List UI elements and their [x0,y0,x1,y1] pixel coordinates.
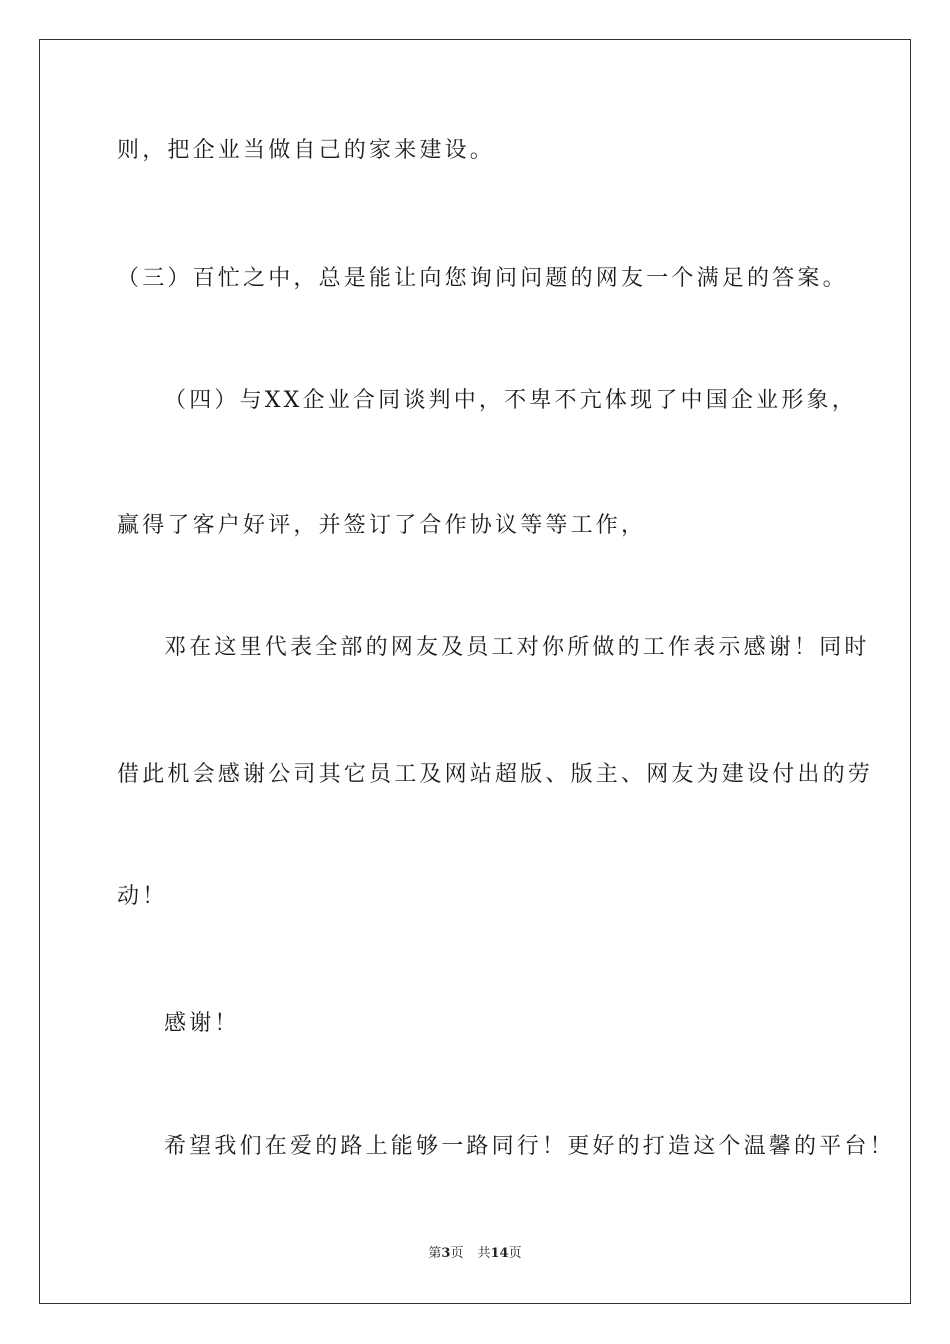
paragraph-line-4: 赢得了客户好评，并签订了合作协议等等工作， [117,513,647,538]
total-pages: 14 [490,1246,509,1261]
paragraph-line-5: 邓在这里代表全部的网友及员工对你所做的工作表示感谢！同时 [164,635,870,660]
paragraph-line-7: 动！ [117,884,168,909]
paragraph-line-3: （四）与XX企业合同谈判中，不卑不亢体现了中国企业形象， [164,388,857,413]
paragraph-line-8: 感谢！ [164,1011,240,1036]
page-prefix: 第 [428,1246,442,1261]
paragraph-line-6: 借此机会感谢公司其它员工及网站超版、版主、网友为建设付出的劳 [117,762,874,787]
paragraph-line-1: 则，把企业当做自己的家来建设。 [117,138,496,163]
total-prefix: 共 [477,1246,491,1261]
paragraph-line-9: 希望我们在爱的路上能够一路同行！更好的打造这个温馨的平台！ [164,1134,895,1159]
page-footer [0,1245,950,1263]
total-suffix: 页 [508,1246,522,1261]
paragraph-line-2: （三）百忙之中，总是能让向您询问问题的网友一个满足的答案。 [117,266,848,291]
page-number: 3 [441,1246,451,1261]
page-suffix: 页 [450,1246,464,1261]
page-frame [39,39,911,1304]
